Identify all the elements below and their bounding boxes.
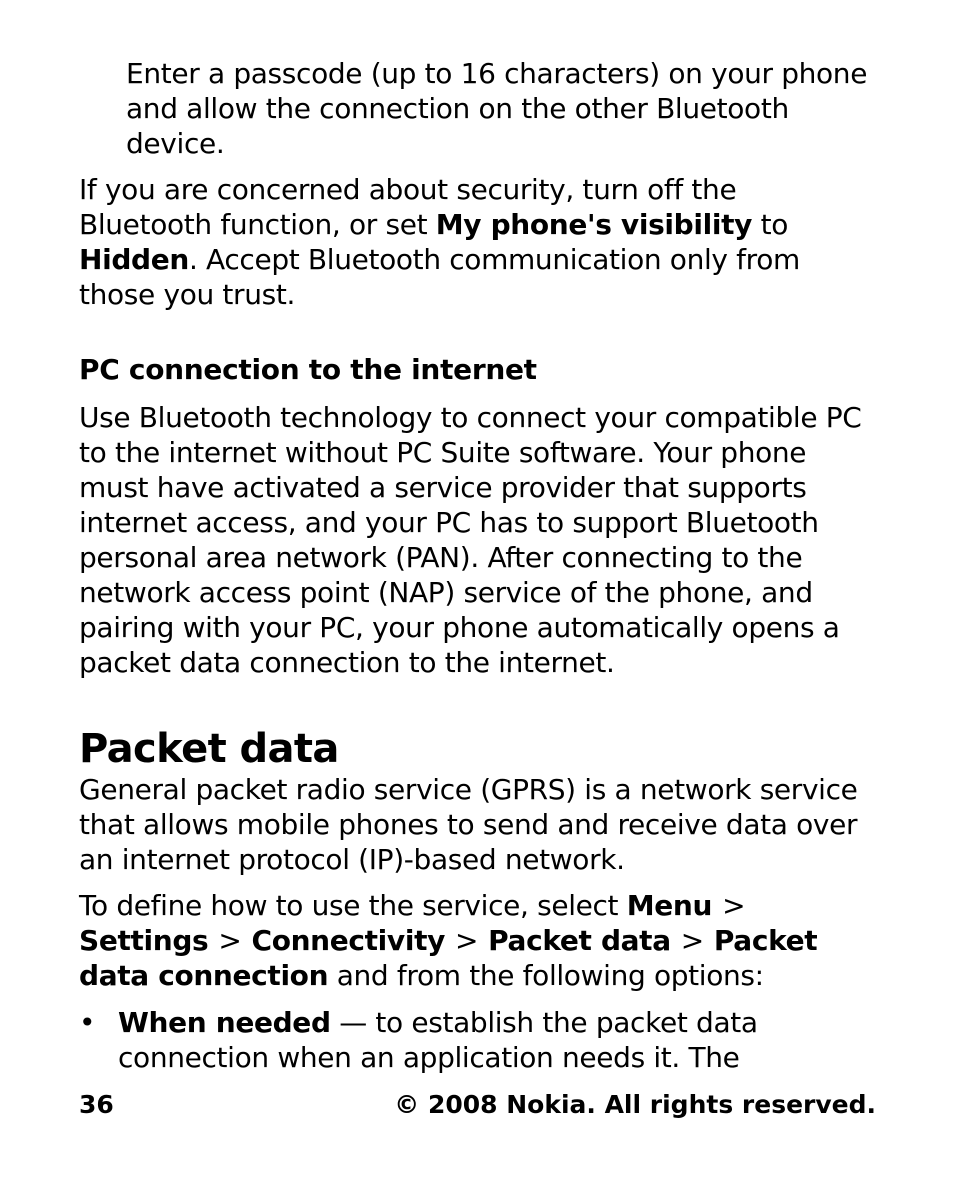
visibility-setting-term: My phone's visibility	[435, 208, 753, 241]
page-content	[79, 56, 876, 1075]
menu-path-item-packet-data-connection: Packet data connection	[79, 924, 818, 992]
security-text-1: If you are concerned about security, turn off the Bluetooth function, or set	[79, 173, 737, 241]
when-needed-option: When needed	[118, 1006, 331, 1039]
bullet-marker: •	[79, 1006, 96, 1039]
pc-connection-paragraph: Use Bluetooth technology to connect your compatible PC to the internet without PC Suite software. Your phone must have activated a service provider that supports internet access, and your PC has to support Bluetooth personal area network (PAN). After connecting to the network access point (NAP) service of the phone, and pairing with your PC, your phone automatically opens a packet data connection to the internet.	[79, 401, 862, 679]
copyright-notice: © 2008 Nokia. All rights reserved.	[394, 1090, 876, 1119]
section-heading-packet-data: Packet data	[79, 726, 339, 772]
security-paragraph	[79, 172, 876, 312]
page-number: 36	[79, 1090, 114, 1119]
menu-path-separator: >	[455, 924, 479, 957]
hidden-value-term: Hidden	[79, 243, 189, 276]
menu-path-intro: To define how to use the service, select	[79, 889, 627, 922]
menu-path-outro: and from the following options:	[328, 959, 764, 992]
menu-path-paragraph	[79, 888, 876, 993]
menu-path-separator: >	[218, 924, 242, 957]
subheading-pc-connection: PC connection to the internet	[79, 353, 537, 386]
list-item	[79, 1005, 876, 1075]
security-text-3: . Accept Bluetooth communication only from those you trust.	[79, 243, 800, 311]
page-footer	[79, 1089, 876, 1121]
gprs-paragraph: General packet radio service (GPRS) is a network service that allows mobile phones to send and receive data over an internet protocol (IP)-based network.	[79, 773, 858, 876]
menu-path-item-packet-data: Packet data	[488, 924, 671, 957]
menu-path-item-menu: Menu	[626, 889, 713, 922]
menu-path-item-settings: Settings	[79, 924, 209, 957]
security-text-2: to	[752, 208, 788, 241]
when-needed-description: — to establish the packet data connection when an application needs it. The	[118, 1006, 758, 1074]
menu-path-separator: >	[680, 924, 704, 957]
menu-path-item-connectivity: Connectivity	[251, 924, 446, 957]
menu-path-separator: >	[722, 889, 746, 922]
passcode-paragraph: Enter a passcode (up to 16 characters) on your phone and allow the connection on the other Bluetooth device.	[126, 57, 868, 160]
bullet-text	[118, 1005, 876, 1075]
